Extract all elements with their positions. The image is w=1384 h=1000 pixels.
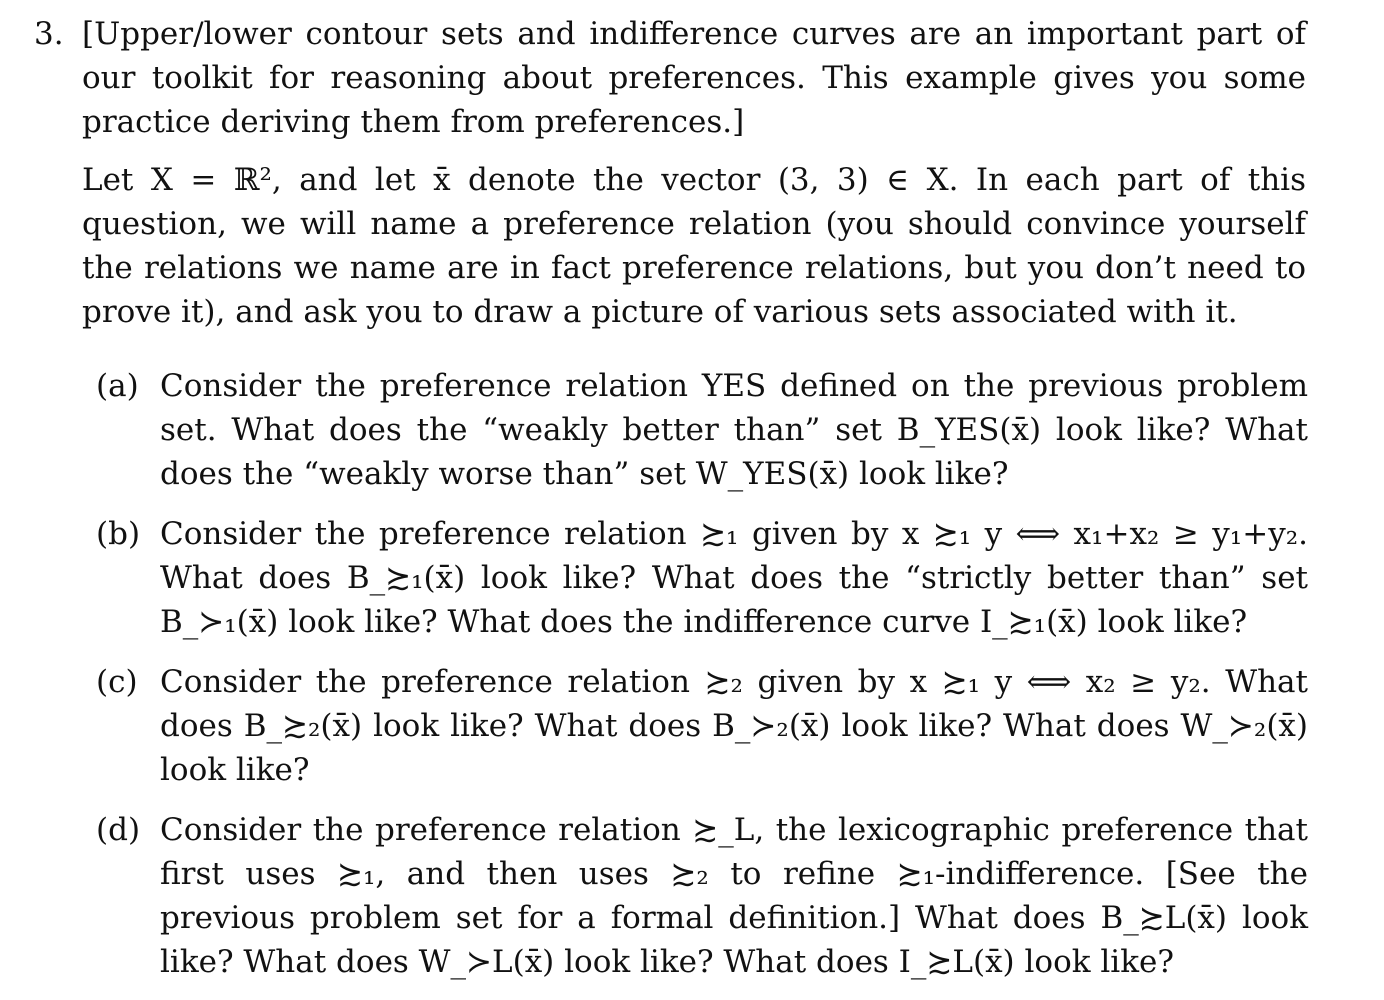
part-a-label: (a) <box>96 368 139 404</box>
part-a <box>96 364 1308 496</box>
part-b-label: (b) <box>96 516 141 552</box>
part-c-label: (c) <box>96 664 138 700</box>
part-d <box>96 808 1308 984</box>
part-c <box>96 660 1308 792</box>
part-a-text: Consider the preference relation YES defined on the previous problem set. What does the “weakly better than” set B_YES(x̄) look like? What does the “weakly worse than” set W_YES(x̄) look like? <box>160 368 1308 492</box>
part-b-text: Consider the preference relation ≿₁ given by x ≿₁ y ⟺ x₁+x₂ ≥ y₁+y₂. What does B_≿₁(x̄) look like? What does the “strictly better than” set B_≻₁(x̄) look like? What does the indifference curve I_≿₁(x̄) look like? <box>160 516 1308 640</box>
part-c-text: Consider the preference relation ≿₂ given by x ≿₁ y ⟺ x₂ ≥ y₂. What does B_≿₂(x̄) look like? What does B_≻₂(x̄) look like? What does W_≻₂(x̄) look like? <box>160 664 1308 788</box>
question-setup: Let X = ℝ², and let x̄ denote the vector (3, 3) ∈ X. In each part of this question, we will name a preference relation (you should convince yourself the relations we name are in fact preference relations, but you don’t need to prove it), and ask you to draw a picture of various sets associated with it. <box>82 162 1306 330</box>
part-d-label: (d) <box>96 812 141 848</box>
question-intro: [Upper/lower contour sets and indifference curves are an important part of our toolkit for reasoning about preferences. This example gives you some practice deriving them from preferences.] <box>82 16 1306 140</box>
part-d-text: Consider the preference relation ≿_L, the lexicographic preference that first uses ≿₁, and then uses ≿₂ to refine ≿₁-indifference. [See the previous problem set for a formal definition.] What does B_≿L(x̄) look like? What does W_≻L(x̄) look like? What does I_≿L(x̄) look like? <box>160 812 1308 980</box>
question-number: 3. <box>34 16 64 52</box>
part-b <box>96 512 1308 644</box>
